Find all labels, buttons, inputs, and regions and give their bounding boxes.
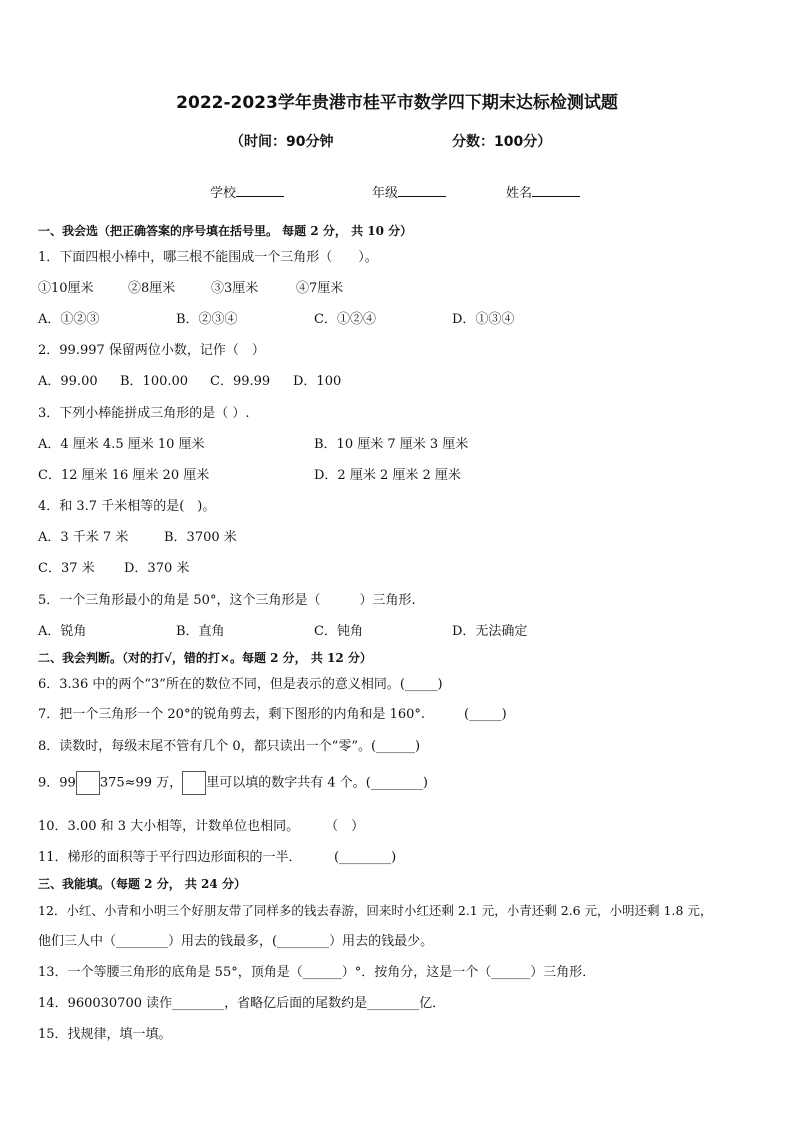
q9-digit-box[interactable] (76, 771, 100, 795)
question-12-line-2: 他们三人中（________）用去的钱最多，(________）用去的钱最少。 (38, 934, 434, 949)
exam-time: （时间：90分钟 (230, 134, 334, 150)
stick-3: ③3厘米 (211, 281, 259, 296)
section-2-heading: 二、我会判断。（对的打√，错的打×。每题 2 分， 共 12 分） (38, 651, 372, 665)
school-label: 学校 (210, 186, 237, 201)
stick-1: ①10厘米 (38, 281, 94, 296)
question-3: 3．下列小棒能拼成三角形的是（ ）. (38, 406, 250, 421)
question-11: 11．梯形的面积等于平行四边形面积的一半． (________) (38, 850, 397, 865)
option-d[interactable]: D．2 厘米 2 厘米 2 厘米 (314, 468, 461, 483)
question-13: 13．一个等腰三角形的底角是 55°，顶角是（______）°．按角分，这是一个（______）三角形． (38, 965, 596, 980)
question-12-line-1: 12．小红、小青和小明三个好朋友带了同样多的钱去春游，回来时小红还剩 2.1 元，小青还剩 2.6 元，小明还剩 1.8 元， (38, 903, 713, 918)
section-3-heading: 三、我能填。（每题 2 分， 共 24 分） (38, 877, 246, 891)
section-1-heading: 一、我会选（把正确答案的序号填在括号里。 每题 2 分， 共 10 分） (38, 224, 413, 238)
stick-4: ④7厘米 (296, 281, 344, 296)
school-field[interactable] (210, 182, 284, 201)
option-c[interactable]: C．钝角 (314, 624, 363, 639)
option-b[interactable]: B．3700 米 (164, 530, 237, 545)
page-title: 2022-2023学年贵港市桂平市数学四下期末达标检测试题 (176, 93, 618, 113)
option-d[interactable]: D．①③④ (452, 312, 515, 327)
question-4: 4．和 3.7 千米相等的是( )。 (38, 499, 216, 514)
name-field[interactable] (506, 182, 580, 201)
grade-field[interactable] (372, 182, 446, 201)
option-d[interactable]: D．100 (293, 374, 342, 389)
question-14: 14．960030700 读作________，省略亿后面的尾数约是________亿． (38, 996, 446, 1011)
q9-part-c: 里可以填的数字共有 4 个。(________) (206, 775, 428, 791)
name-label: 姓名 (506, 186, 533, 201)
option-a[interactable]: A．3 千米 7 米 (38, 530, 129, 545)
question-8: 8．读数时，每级末尾不管有几个 0，都只读出一个“零”。(______) (38, 739, 421, 754)
exam-score: 分数：100分） (452, 134, 552, 150)
question-15: 15．找规律，填一填。 (38, 1027, 172, 1042)
question-10: 10．3.00 和 3 大小相等，计数单位也相同。 （ ） (38, 819, 365, 834)
stick-2: ②8厘米 (128, 281, 176, 296)
option-b[interactable]: B．直角 (176, 624, 225, 639)
option-a[interactable]: A．4 厘米 4.5 厘米 10 厘米 (38, 437, 205, 452)
option-b[interactable]: B．10 厘米 7 厘米 3 厘米 (314, 437, 469, 452)
option-c[interactable]: C．99.99 (210, 374, 271, 389)
option-c[interactable]: C．37 米 (38, 561, 95, 576)
q9-digit-box-ref (182, 771, 206, 795)
option-c[interactable]: C．12 厘米 16 厘米 20 厘米 (38, 468, 210, 483)
option-c[interactable]: C．①②④ (314, 312, 376, 327)
option-a[interactable]: A．①②③ (38, 312, 100, 327)
grade-label: 年级 (372, 186, 399, 201)
question-2: 2．99.997 保留两位小数，记作（ ） (38, 343, 265, 358)
option-d[interactable]: D．370 米 (124, 561, 190, 576)
option-a[interactable]: A．99.00 (38, 374, 98, 389)
option-d[interactable]: D．无法确定 (452, 624, 528, 639)
option-b[interactable]: B．②③④ (176, 312, 238, 327)
q9-part-b: 375≈99 万， (99, 775, 183, 791)
question-7: 7．把一个三角形一个 20°的锐角剪去，剩下图形的内角和是 160°. (_____) (38, 707, 507, 722)
option-b[interactable]: B．100.00 (120, 374, 189, 389)
question-9 (38, 771, 428, 795)
question-6: 6．3.36 中的两个“3”所在的数位不同，但是表示的意义相同。(_____) (38, 677, 443, 692)
option-a[interactable]: A．锐角 (38, 624, 87, 639)
question-1: 1．下面四根小棒中，哪三根不能围成一个三角形（ ）。 (38, 250, 378, 265)
question-5: 5．一个三角形最小的角是 50°，这个三角形是（ ）三角形. (38, 593, 416, 608)
q9-part-a: 9．99 (38, 775, 76, 791)
